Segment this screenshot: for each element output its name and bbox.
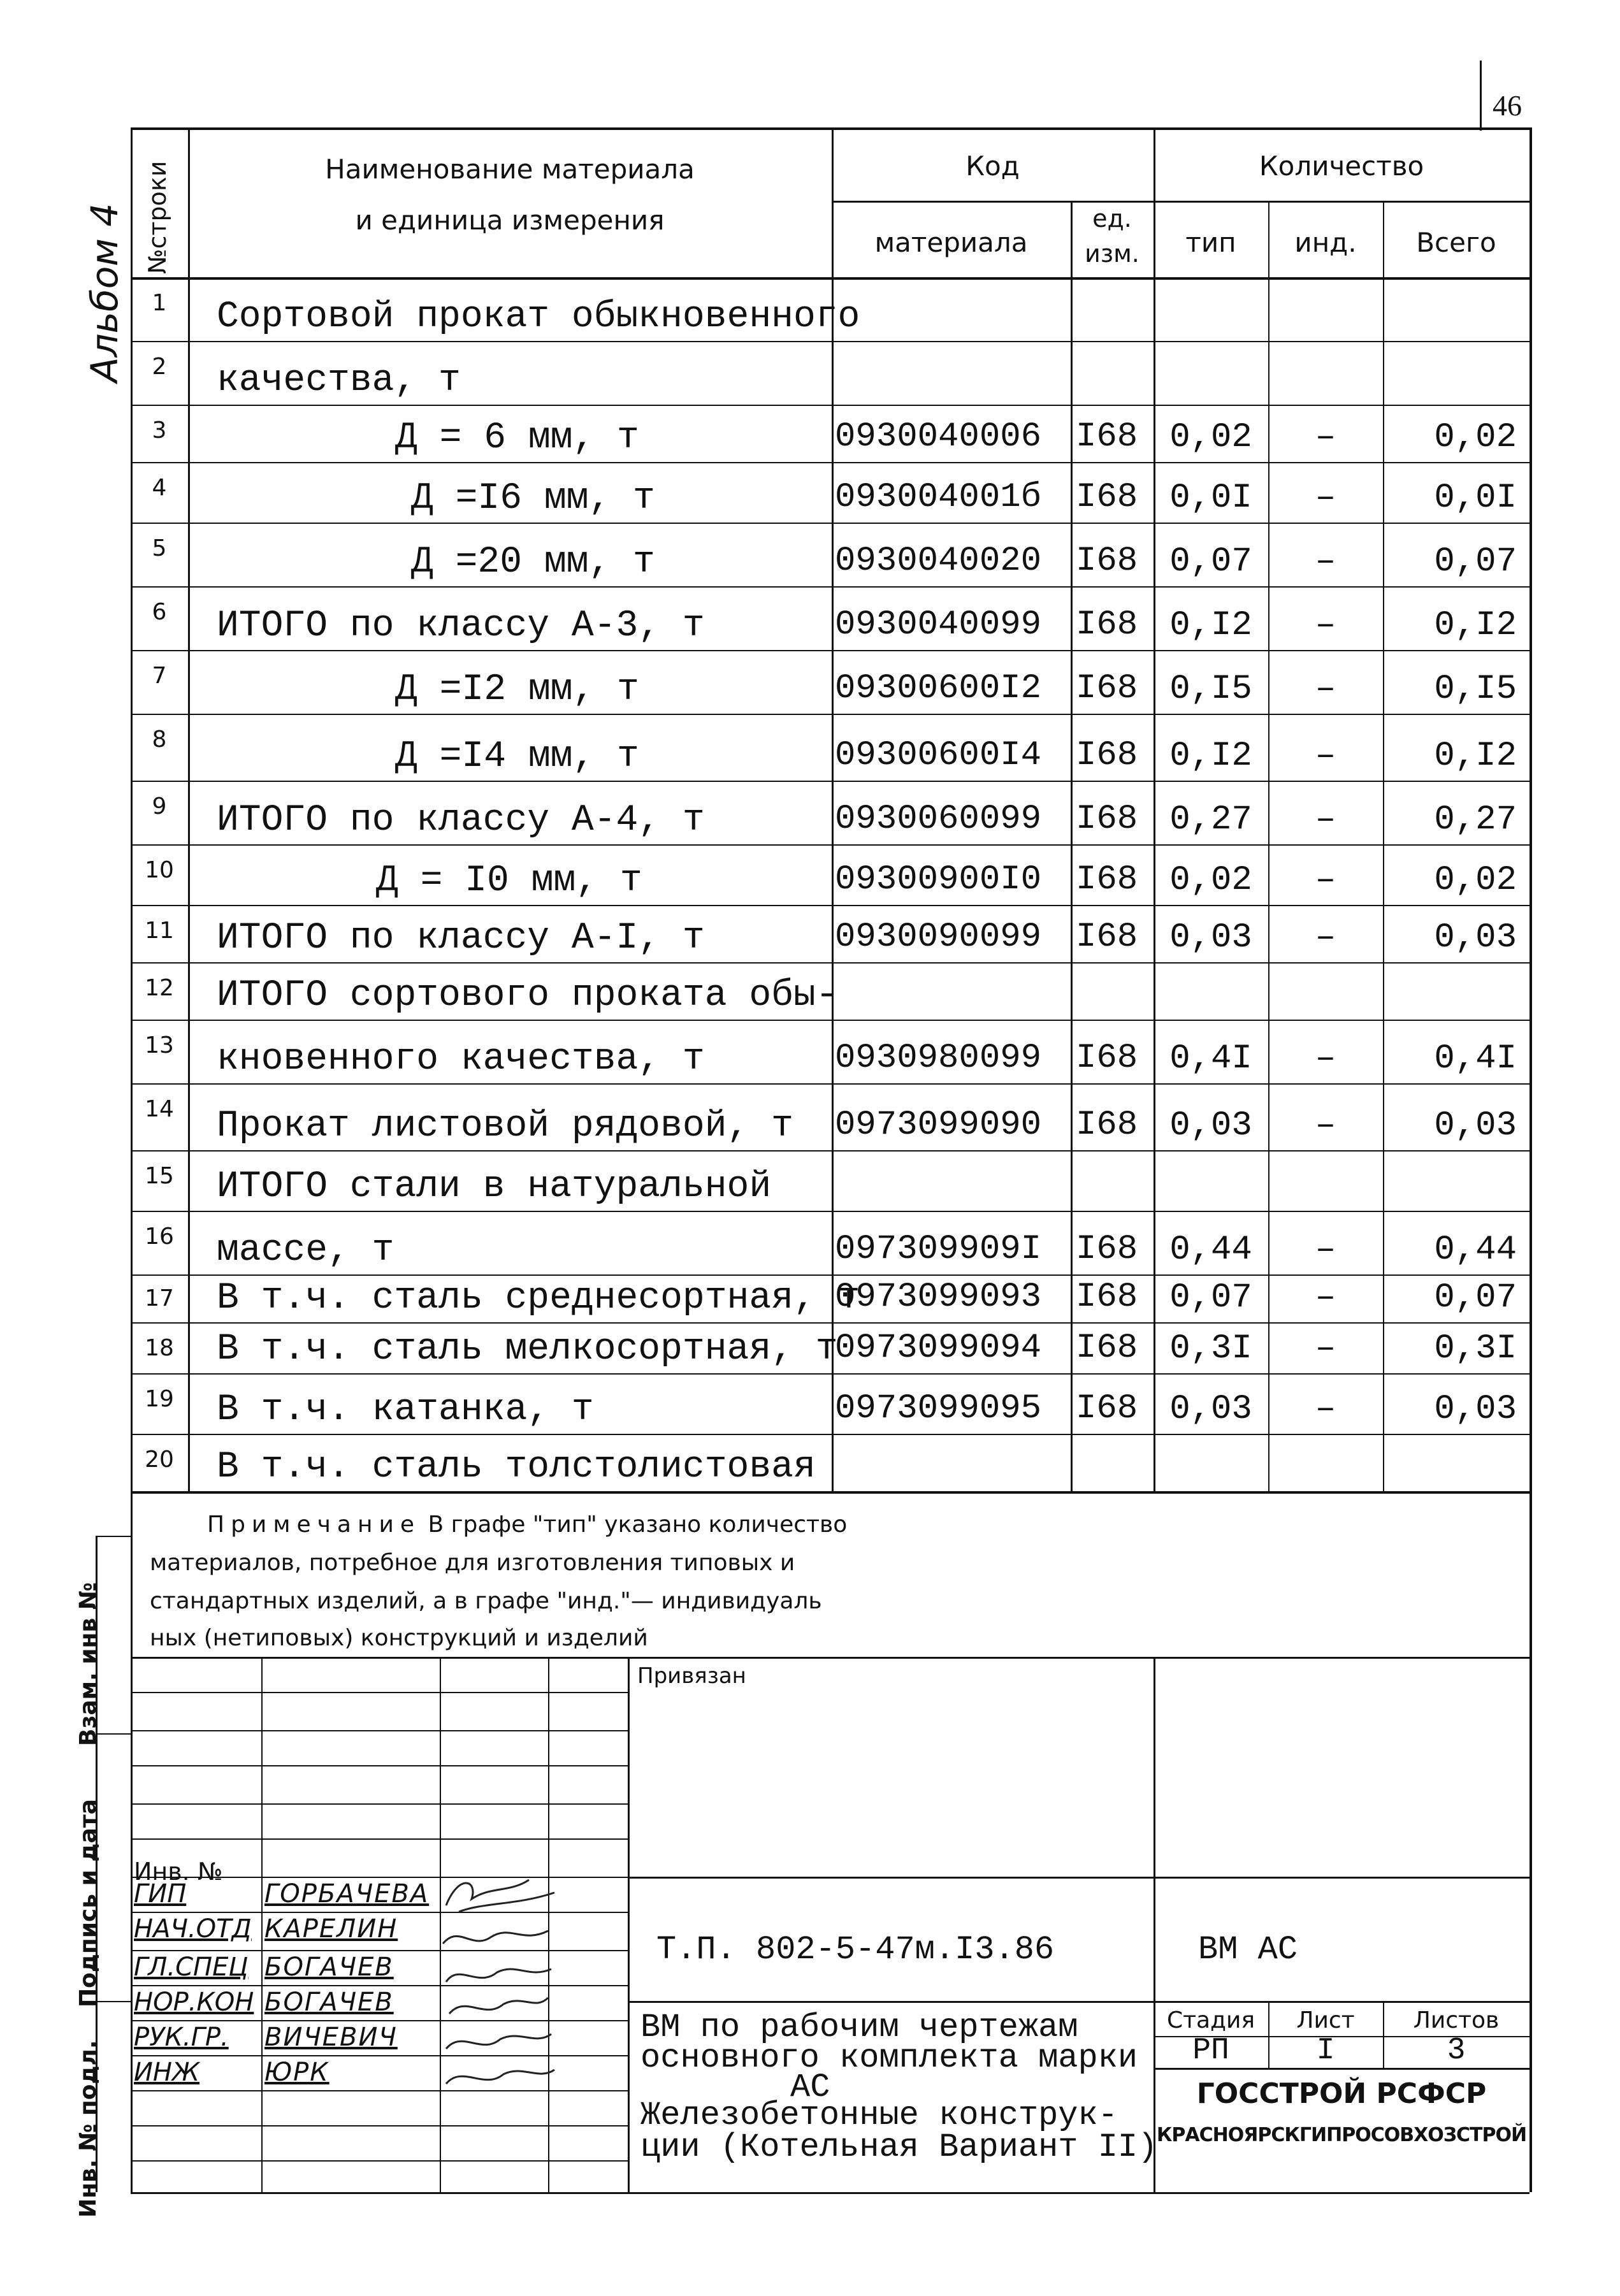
inv-no-label: Инв. № — [134, 1858, 223, 1886]
row-code: 0973099094 — [835, 1329, 1042, 1368]
row-number: 7 — [152, 662, 167, 689]
row-typ — [1154, 974, 1268, 1016]
row-name: В т.ч. сталь толстолистовая — [217, 1447, 816, 1488]
row-typ: 0,03 — [1169, 1389, 1252, 1429]
row-number: 8 — [152, 726, 167, 753]
album-label: Альбом 4 — [83, 203, 126, 382]
stamp-row-line — [131, 1730, 628, 1731]
row-typ: 0,03 — [1169, 1106, 1252, 1145]
stamp-top-line — [131, 1657, 1530, 1659]
row-total: 0,27 — [1434, 800, 1517, 839]
row-line — [131, 1083, 1530, 1085]
row-total: 0,03 — [1434, 1389, 1517, 1429]
signatory-role: ГЛ.СПЕЦ — [134, 1953, 249, 1982]
signatures — [433, 1867, 561, 2122]
row-line — [131, 650, 1530, 651]
title-line5: ции (Котельная Вариант II) — [640, 2128, 1158, 2166]
row-number: 5 — [152, 535, 167, 561]
row-name: В т.ч. сталь среднесортная, т — [217, 1278, 860, 1319]
row-ind — [1268, 974, 1383, 1016]
row-unit: I68 — [1076, 736, 1138, 775]
row-code: 09300600I4 — [835, 736, 1042, 775]
sheet-value: I — [1316, 2036, 1335, 2065]
signature-4 — [449, 1998, 548, 2014]
row-typ: 0,3I — [1169, 1329, 1252, 1368]
row-name: ИТОГО по классу А-4, т — [217, 800, 705, 841]
row-number: 3 — [152, 417, 167, 444]
row-name: Д =I4 мм, т — [395, 736, 639, 777]
row-total — [1383, 359, 1517, 401]
row-total: 0,07 — [1434, 1278, 1517, 1317]
row-line — [131, 1373, 1530, 1375]
row-line — [131, 586, 1530, 588]
row-total: 0,07 — [1434, 542, 1517, 581]
row-line — [131, 341, 1530, 342]
header-name-line1: Наименование материала — [325, 153, 695, 185]
row-total: 0,03 — [1434, 1106, 1517, 1145]
header-total: Всего — [1416, 226, 1496, 258]
row-ind — [1268, 1445, 1383, 1487]
row-number: 11 — [145, 917, 174, 944]
row-total: 0,I5 — [1434, 669, 1517, 709]
row-total: 0,3I — [1434, 1329, 1517, 1368]
row-typ: 0,I5 — [1169, 669, 1252, 709]
row-unit: I68 — [1076, 542, 1138, 581]
signature-3 — [446, 1969, 551, 1982]
row-total: 0,4I — [1434, 1039, 1517, 1078]
note-line1 — [207, 1512, 847, 1538]
row-code: 0930040006 — [835, 417, 1042, 456]
row-code: 09300900I0 — [835, 860, 1042, 899]
header-unit-line1: ед. — [1092, 204, 1132, 233]
row-code: 0973099090 — [835, 1106, 1042, 1144]
row-code: 0930090099 — [835, 918, 1042, 957]
side-label-vzam: Взам. инв № — [75, 1582, 101, 1746]
stamp-code-bottom — [628, 2001, 1530, 2003]
row-unit: I68 — [1076, 1389, 1138, 1428]
row-line — [131, 1322, 1530, 1324]
col-code-line — [1071, 201, 1073, 1491]
row-line — [131, 844, 1530, 846]
frame-bottom — [131, 2192, 1530, 2194]
row-typ: 0,07 — [1169, 542, 1252, 581]
row-number: 17 — [145, 1285, 174, 1311]
row-name: В т.ч. катанка, т — [217, 1389, 594, 1431]
signature-5 — [446, 2034, 551, 2049]
row-ind: – — [1315, 918, 1336, 957]
stamp-privyazan-bottom — [628, 1877, 1530, 1879]
row-ind — [1268, 295, 1383, 337]
row-unit: I68 — [1076, 800, 1138, 839]
side-label-inv: Инв. № подл. — [75, 2040, 101, 2218]
note-line4: ных (нетиповых) конструкций и изделий — [150, 1625, 648, 1651]
stamp-row-line — [131, 2160, 628, 2162]
header-row-no: №строки — [143, 161, 171, 274]
row-typ: 0,27 — [1169, 800, 1252, 839]
header-unit-line2: изм. — [1085, 239, 1139, 268]
row-number: 1 — [152, 289, 167, 316]
row-typ: 0,4I — [1169, 1039, 1252, 1078]
row-number: 14 — [145, 1095, 174, 1122]
row-ind: – — [1315, 605, 1336, 645]
row-code: 0930980099 — [835, 1039, 1042, 1078]
header-name-line2: и единица измерения — [355, 204, 665, 236]
row-ind — [1268, 359, 1383, 401]
row-total: 0,0I — [1434, 478, 1517, 517]
stage-value: РП — [1192, 2036, 1229, 2065]
row-unit: I68 — [1076, 605, 1138, 644]
row-unit: I68 — [1076, 860, 1138, 899]
row-ind: – — [1315, 1039, 1336, 1078]
signatory-name: КАРЕЛИН — [264, 1914, 398, 1944]
row-total — [1383, 295, 1517, 337]
row-typ: 0,07 — [1169, 1278, 1252, 1317]
title-line2: основного комплекта марки — [640, 2039, 1138, 2077]
stamp-row-line — [131, 1692, 628, 1693]
row-ind: – — [1315, 669, 1336, 709]
row-number: 13 — [145, 1032, 174, 1058]
row-ind: – — [1315, 542, 1336, 581]
row-ind: – — [1315, 478, 1336, 517]
row-line — [131, 1211, 1530, 1212]
stamp-divider-main — [628, 1657, 630, 2192]
row-name: ИТОГО по классу А-3, т — [217, 605, 705, 647]
doc-code: Т.П. 802-5-47м.I3.86 — [656, 1931, 1055, 1968]
row-number: 16 — [145, 1223, 174, 1250]
row-number: 6 — [152, 598, 167, 625]
header-code: Код — [965, 150, 1020, 182]
row-unit: I68 — [1076, 417, 1138, 456]
stamp-col-line — [261, 1657, 263, 2192]
row-name: ИТОГО по классу А-I, т — [217, 918, 705, 959]
row-total — [1383, 1165, 1517, 1207]
row-ind: – — [1315, 800, 1336, 839]
row-typ: 0,03 — [1169, 918, 1252, 957]
note-line1-rest: В графе "тип" указано количество — [428, 1512, 848, 1538]
row-line — [131, 962, 1530, 964]
note-line2: материалов, потребное для изготовления типовых и — [150, 1550, 795, 1576]
row-line — [131, 714, 1530, 715]
side-label-podpis: Подпись и дата — [75, 1799, 101, 2007]
row-total: 0,I2 — [1434, 605, 1517, 645]
note-line3: стандартных изделий, а в графе "инд."— индивидуаль — [150, 1588, 822, 1614]
title-line1: ВМ по рабочим чертежам — [640, 2009, 1078, 2046]
row-typ — [1154, 1445, 1268, 1487]
signatory-role: НАЧ.ОТД — [134, 1914, 252, 1944]
row-name: Д =I2 мм, т — [395, 669, 639, 711]
row-total: 0,44 — [1434, 1230, 1517, 1269]
row-unit: I68 — [1076, 1329, 1138, 1368]
privyazan-label: Привязан — [637, 1663, 746, 1689]
row-line — [131, 523, 1530, 524]
row-total — [1383, 974, 1517, 1016]
sheet-label: Лист — [1296, 2007, 1355, 2033]
signature-2 — [443, 1931, 548, 1944]
note-label: Примечание — [207, 1512, 421, 1538]
row-number: 2 — [152, 353, 167, 380]
signatory-name: ГОРБАЧЕВА — [264, 1879, 430, 1909]
header-code-material: материала — [874, 226, 1028, 258]
row-typ: 0,02 — [1169, 860, 1252, 900]
row-number: 4 — [152, 474, 167, 501]
row-total: 0,02 — [1434, 860, 1517, 900]
row-unit: I68 — [1076, 1278, 1138, 1317]
row-line — [131, 462, 1530, 463]
row-total: 0,I2 — [1434, 736, 1517, 776]
row-name: Д =20 мм, т — [411, 542, 655, 583]
signatory-name: ВИЧЕВИЧ — [264, 2023, 398, 2052]
row-code: 093004001б — [835, 478, 1042, 517]
row-number: 20 — [145, 1446, 174, 1473]
row-number: 15 — [145, 1162, 174, 1189]
row-number: 9 — [152, 793, 167, 819]
row-line — [131, 905, 1530, 906]
signature-6 — [446, 2070, 554, 2084]
row-line — [131, 1491, 1530, 1494]
row-name: кновенного качества, т — [217, 1039, 705, 1080]
row-code: 0930040099 — [835, 605, 1042, 644]
title-line3: АС — [790, 2069, 830, 2106]
row-code: 0973099095 — [835, 1389, 1042, 1428]
stamp-row-line — [131, 1838, 628, 1840]
row-ind: – — [1315, 1389, 1336, 1429]
row-total — [1383, 1445, 1517, 1487]
row-code: 09300600I2 — [835, 669, 1042, 708]
row-typ — [1154, 1165, 1268, 1207]
frame-top — [131, 127, 1530, 130]
signatory-role: ГИП — [134, 1879, 187, 1909]
org-line1: ГОССТРОЙ РСФСР — [1196, 2077, 1487, 2110]
row-ind: – — [1315, 860, 1336, 900]
stamp-row-line — [131, 1765, 628, 1766]
signatory-name: БОГАЧЕВ — [264, 1953, 394, 1982]
row-number: 19 — [145, 1385, 174, 1412]
side-strip-top — [96, 1536, 131, 1537]
row-ind: – — [1315, 1230, 1336, 1269]
page-number: 46 — [1493, 89, 1522, 122]
stage-label: Стадия — [1166, 2007, 1255, 2033]
row-number: 10 — [145, 856, 174, 883]
row-typ: 0,I2 — [1169, 605, 1252, 645]
row-unit: I68 — [1076, 1230, 1138, 1269]
row-name: В т.ч. сталь мелкосортная, т — [217, 1329, 838, 1370]
signature-1 — [446, 1880, 554, 1912]
row-typ: 0,I2 — [1169, 736, 1252, 776]
header-quantity: Количество — [1259, 150, 1424, 182]
row-code: 0930060099 — [835, 800, 1042, 839]
row-unit: I68 — [1076, 1106, 1138, 1144]
row-name: Сортовой прокат обыкновенного — [217, 296, 860, 338]
frame-right — [1530, 127, 1532, 2192]
row-ind — [1268, 1165, 1383, 1207]
signatory-role: РУК.ГР. — [134, 2023, 229, 2052]
header-bottom-line — [131, 277, 1530, 280]
row-name: качества, т — [217, 360, 461, 401]
row-total: 0,03 — [1434, 918, 1517, 957]
row-line — [131, 405, 1530, 406]
row-name: Д = I0 мм, т — [376, 860, 642, 902]
signatory-name: ЮРК — [264, 2058, 329, 2087]
row-name: ИТОГО сортового проката обы- — [217, 975, 838, 1016]
row-ind: – — [1315, 736, 1336, 776]
row-typ — [1154, 295, 1268, 337]
row-ind: – — [1315, 1106, 1336, 1145]
row-line — [131, 1274, 1530, 1276]
row-line — [131, 1434, 1530, 1435]
row-typ: 0,02 — [1169, 417, 1252, 457]
row-code: 097309909I — [835, 1230, 1042, 1269]
stamp-stage-bottom — [1154, 2068, 1530, 2070]
row-unit: I68 — [1076, 669, 1138, 708]
row-line — [131, 781, 1530, 782]
row-name: Д = 6 мм, т — [395, 417, 639, 459]
row-number: 12 — [145, 974, 174, 1001]
row-unit: I68 — [1076, 1039, 1138, 1078]
doc-mark: ВМ АС — [1198, 1931, 1298, 1968]
signatory-name: БОГАЧЕВ — [264, 1988, 394, 2017]
row-unit: I68 — [1076, 918, 1138, 957]
row-name: Д =I6 мм, т — [411, 478, 655, 519]
row-total: 0,02 — [1434, 417, 1517, 457]
signatory-role: ИНЖ — [134, 2058, 200, 2087]
row-name: Прокат листовой рядовой, т — [217, 1106, 793, 1147]
sheets-value: 3 — [1447, 2036, 1466, 2065]
header-ind: инд. — [1294, 226, 1357, 258]
row-ind: – — [1315, 1278, 1336, 1317]
row-name: ИТОГО стали в натуральной — [217, 1166, 772, 1208]
col-rowno-line — [188, 127, 190, 1491]
signatory-role: НОР.КОН — [134, 1988, 254, 2017]
row-typ — [1154, 359, 1268, 401]
header-mid-line — [832, 201, 1530, 203]
row-line — [131, 1020, 1530, 1021]
title-line4: Железобетонные конструк- — [640, 2097, 1118, 2134]
row-ind: – — [1315, 417, 1336, 457]
row-typ: 0,44 — [1169, 1230, 1252, 1269]
row-number: 18 — [145, 1334, 174, 1361]
header-typ: тип — [1185, 226, 1236, 258]
row-ind: – — [1315, 1329, 1336, 1368]
row-typ: 0,0I — [1169, 478, 1252, 517]
row-name: массе, т — [217, 1230, 394, 1271]
stamp-row-line — [131, 1803, 628, 1805]
stamp-row-line — [131, 2125, 628, 2126]
row-line — [131, 1150, 1530, 1152]
row-unit: I68 — [1076, 478, 1138, 517]
row-code: 0930040020 — [835, 542, 1042, 581]
org-line2: КРАСНОЯРСКГИПРОСОВХОЗСТРОЙ — [1156, 2123, 1527, 2146]
sheets-label: Листов — [1413, 2007, 1500, 2033]
row-code: 0973099093 — [835, 1278, 1042, 1317]
